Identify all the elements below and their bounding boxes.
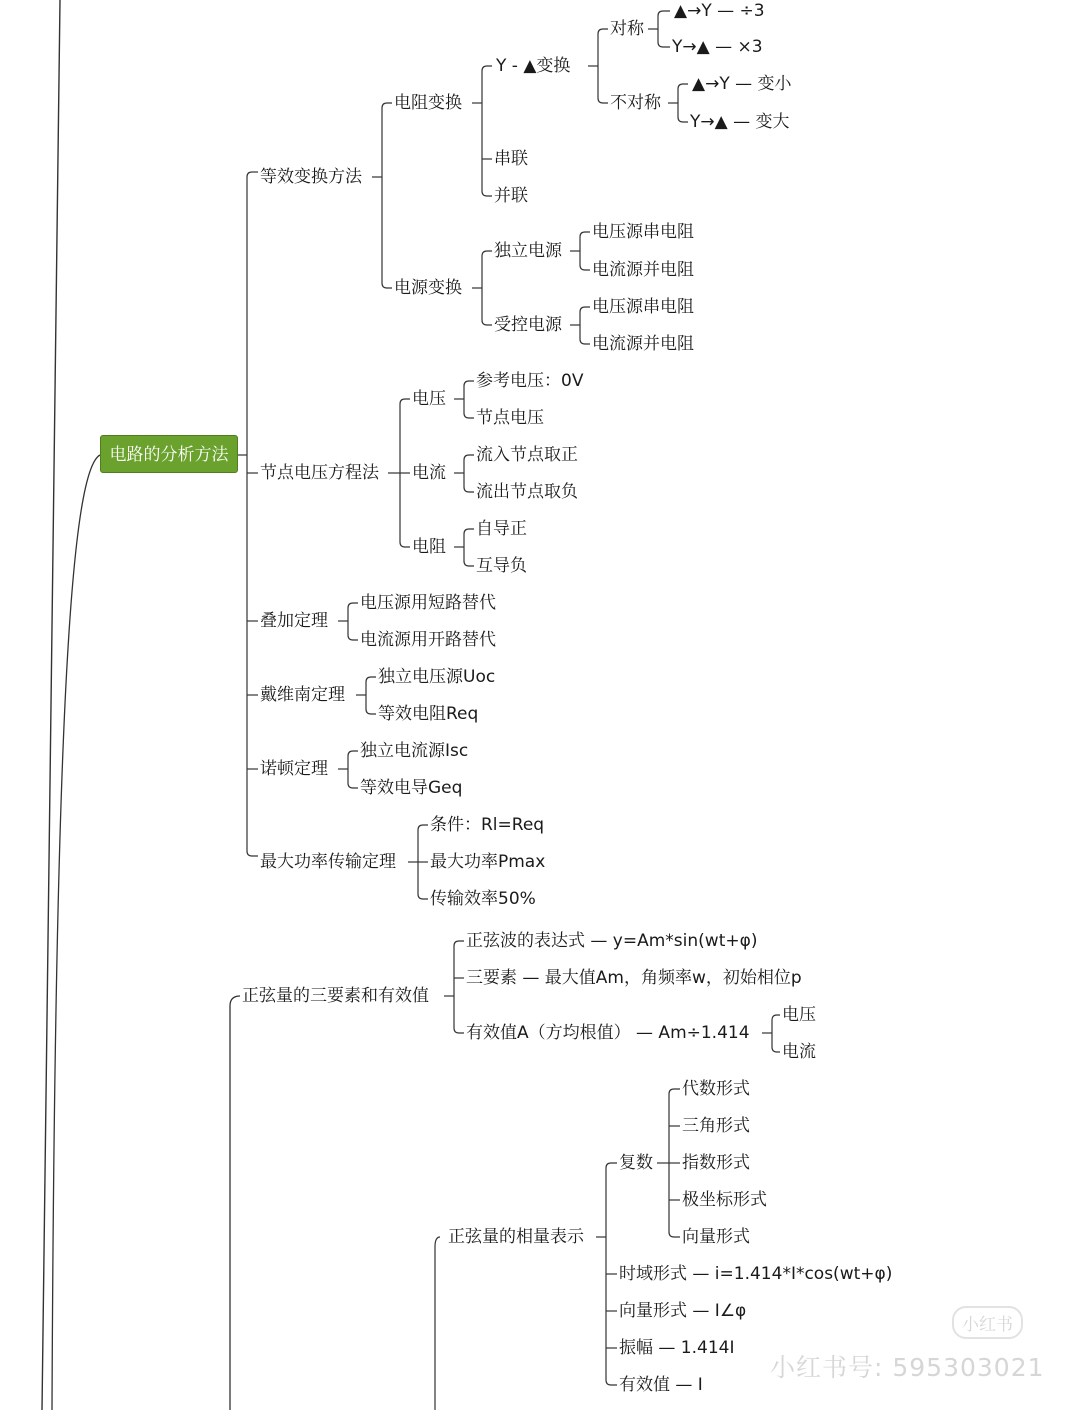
connector (52, 455, 100, 1410)
node-liuchu[interactable]: 流出节点取负 (476, 482, 578, 502)
node-xiangliang[interactable]: 正弦量的相量表示 (448, 1227, 584, 1247)
node-y2d-sym[interactable]: Y→▲ — ×3 (672, 37, 763, 57)
connector (658, 11, 670, 47)
node-y2d-asym[interactable]: Y→▲ — 变大 (690, 112, 790, 132)
node-diejia[interactable]: 叠加定理 (260, 611, 328, 631)
node-zuida[interactable]: 最大功率传输定理 (260, 852, 396, 872)
node-duli-i[interactable]: 电流源并电阻 (592, 260, 694, 280)
connector (454, 941, 464, 1033)
node-chuanlian[interactable]: 串联 (494, 149, 528, 169)
root-node[interactable]: 电路的分析方法 (100, 435, 238, 473)
node-d2y-sym[interactable]: ▲→Y — ÷3 (674, 1, 765, 21)
connector (348, 603, 358, 640)
node-xl-xingshi[interactable]: 向量形式 (682, 1227, 750, 1247)
node-fushu[interactable]: 复数 (619, 1153, 653, 1173)
node-yxz[interactable]: 有效值 — I (619, 1375, 703, 1395)
connector (464, 381, 474, 418)
node-buduichen[interactable]: 不对称 (610, 93, 661, 113)
node-geq[interactable]: 等效电导Geq (360, 778, 463, 798)
node-dianzu-bianhuan[interactable]: 电阻变换 (394, 93, 462, 113)
node-yx-dianliu[interactable]: 电流 (782, 1042, 816, 1062)
node-diejia-i[interactable]: 电流源用开路替代 (360, 630, 496, 650)
node-y-delta[interactable]: Y - ▲变换 (496, 56, 571, 76)
node-jiedian-dianya[interactable]: 节点电压 (476, 408, 544, 428)
connector (464, 455, 474, 492)
node-jizuobiao[interactable]: 极坐标形式 (682, 1190, 767, 1210)
node-tiaojian[interactable]: 条件：Rl=Req (430, 815, 545, 835)
connector (598, 29, 608, 103)
node-zhengxian[interactable]: 正弦量的三要素和有效值 (242, 986, 429, 1006)
node-shoukong-dianyuan[interactable]: 受控电源 (494, 315, 562, 335)
node-duichen[interactable]: 对称 (610, 19, 644, 39)
node-d2y-asym[interactable]: ▲→Y — 变小 (692, 74, 792, 94)
node-liuru[interactable]: 流入节点取正 (476, 445, 578, 465)
node-dianliu[interactable]: 电流 (412, 463, 446, 483)
connector (382, 103, 392, 288)
node-shoukong-v[interactable]: 电压源串电阻 (592, 297, 694, 317)
connector (348, 751, 358, 788)
node-zhishu[interactable]: 指数形式 (682, 1153, 750, 1173)
connector (482, 66, 492, 196)
node-yx-dianya[interactable]: 电压 (782, 1005, 816, 1025)
node-dengxiao[interactable]: 等效变换方法 (260, 167, 362, 187)
node-shiyu[interactable]: 时域形式 — i=1.414*I*cos(wt+φ) (619, 1264, 893, 1284)
connector (464, 529, 474, 566)
watermark-id: 小红书号: 595303021 (770, 1353, 1045, 1382)
connector (366, 677, 376, 714)
node-hudao[interactable]: 互导负 (476, 556, 527, 576)
node-dianyuan-bianhuan[interactable]: 电源变换 (394, 278, 462, 298)
node-binglian[interactable]: 并联 (494, 186, 528, 206)
connector (772, 1015, 780, 1052)
node-xiaolv[interactable]: 传输效率50% (430, 889, 536, 909)
node-xl-form2[interactable]: 向量形式 — I∠φ (619, 1301, 747, 1321)
connector (247, 172, 258, 856)
node-pmax[interactable]: 最大功率Pmax (430, 852, 546, 872)
node-daiweinan[interactable]: 戴维南定理 (260, 685, 345, 705)
node-duli-v[interactable]: 电压源串电阻 (592, 222, 694, 242)
connector (482, 251, 492, 325)
node-jiedian[interactable]: 节点电压方程法 (260, 463, 379, 483)
connector (580, 232, 590, 270)
node-youxiaozhi[interactable]: 有效值A（方均根值） — Am÷1.414 (466, 1023, 750, 1043)
node-biaodashi[interactable]: 正弦波的表达式 — y=Am*sin(wt+φ) (466, 931, 758, 951)
node-zidao[interactable]: 自导正 (476, 519, 527, 539)
node-req[interactable]: 等效电阻Req (378, 704, 479, 724)
connector (435, 1237, 440, 1410)
node-daishu[interactable]: 代数形式 (682, 1079, 750, 1099)
connector (678, 84, 688, 122)
connector (42, 0, 60, 1410)
node-dianzu[interactable]: 电阻 (412, 537, 446, 557)
node-uoc[interactable]: 独立电压源Uoc (378, 667, 496, 687)
node-diejia-v[interactable]: 电压源用短路替代 (360, 593, 496, 613)
connector (230, 996, 240, 1410)
node-isc[interactable]: 独立电流源Isc (360, 741, 469, 761)
node-shoukong-i[interactable]: 电流源并电阻 (592, 334, 694, 354)
node-nuodun[interactable]: 诺顿定理 (260, 759, 328, 779)
connector (580, 307, 590, 344)
node-dianya[interactable]: 电压 (412, 389, 446, 409)
node-cankao[interactable]: 参考电压：0V (476, 371, 584, 391)
node-sanyaosu[interactable]: 三要素 — 最大值Am，角频率w，初始相位p (466, 968, 802, 988)
watermark-badge: 小红书 (952, 1306, 1023, 1339)
node-sanjiao[interactable]: 三角形式 (682, 1116, 750, 1136)
node-duli-dianyuan[interactable]: 独立电源 (494, 241, 562, 261)
node-zhenfu[interactable]: 振幅 — 1.414I (619, 1338, 735, 1358)
